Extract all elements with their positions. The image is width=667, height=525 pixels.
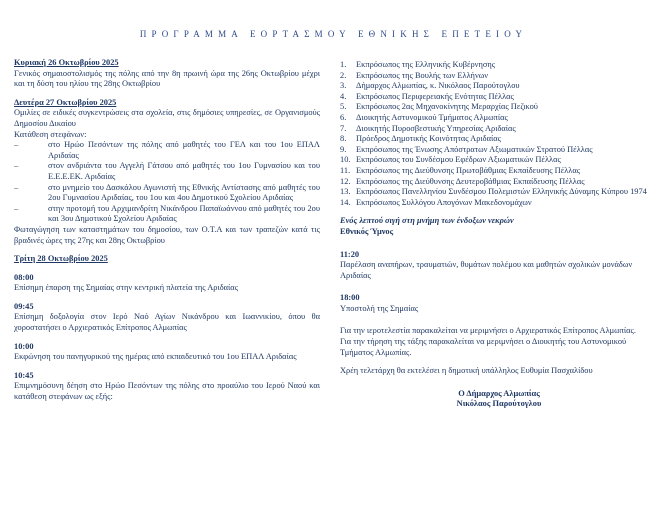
note-text: Για την τήρηση της τάξης παρακαλείται να μεριμνήσει ο Διοικητής του Αστυνομικού Τμήματος Αλμωπίας.	[340, 337, 627, 357]
tuesday-heading: Τρίτη 28 Οκτωβρίου 2025	[14, 254, 108, 264]
sunday-heading: Κυριακή 26 Οκτωβρίου 2025	[14, 58, 119, 67]
list-number: 14.	[340, 197, 351, 207]
list-number: 13.	[340, 187, 351, 197]
list-text: Εκπρόσωπος της Διεύθυνσης Δευτεροβάθμιας Εκπαίδευσης Πέλλας	[356, 176, 585, 186]
event-text: Επίσημη έπαρση της Σημαίας στην κεντρική πλατεία της Αριδαίας	[14, 283, 239, 293]
list-number: 10.	[340, 155, 351, 165]
wreath-item	[14, 161, 320, 182]
wreath-intro: Κατάθεση στεφάνων:	[14, 129, 87, 139]
list-text: Πρόεδρος Δημοτικής Κοινότητας Αριδαίας	[356, 134, 501, 144]
list-text: Εκπρόσωπος της Ένωσης Απόστρατων Αξιωματικών Στρατού Πέλλας	[356, 144, 593, 154]
list-number: 1.	[340, 60, 347, 69]
event-text: Επίσημη δοξολογία στον Ιερό Ναό Αγίων Νικάνδρου και Ιωαννικίου, όπου θα χοροστατήσει ο Αρχιερατικός Επίτροπος Αλμωπίας	[14, 312, 320, 333]
lighting-text: Φωταγώγηση των καταστημάτων του δημοσίου, των Ο.Τ.Α και των τραπεζών κατά τις βραδινές ώρες της 27ης και 28ης Οκτωβρίου	[14, 224, 320, 245]
list-number: 12.	[340, 176, 351, 186]
event-time: 11:20	[340, 249, 360, 259]
signature-name: Νικόλαος Παρούτογλου	[456, 399, 542, 409]
list-item	[340, 71, 658, 82]
list-text: Εκπρόσωπος Συλλόγου Απογόνων Μακεδονομάχων	[356, 197, 532, 207]
list-item	[340, 187, 658, 198]
list-number: 4.	[340, 91, 347, 101]
wreath-order-list	[340, 60, 658, 208]
document-title: ΠΡΟΓΡΑΜΜΑ ΕΟΡΤΑΣΜΟΥ ΕΘΝΙΚΗΣ ΕΠΕΤΕΙΟΥ	[139, 29, 528, 39]
anthem-text: Εθνικός Ύμνος	[340, 226, 394, 236]
list-text: Εκπρόσωπος της Ελληνικής Κυβέρνησης	[356, 60, 496, 69]
list-number: 8.	[340, 134, 347, 144]
list-item	[340, 166, 658, 177]
list-number: 11.	[340, 165, 351, 175]
event-time: 08:00	[14, 272, 34, 282]
list-item	[340, 124, 658, 135]
wreath-text: στον ανδριάντα του Αγγελή Γάτσου από μαθητές του 1ου Γυμνασίου και του Ε.Ε.Ε.ΕΚ. Αριδαίας	[48, 161, 320, 181]
list-number: 6.	[340, 112, 347, 122]
list-number: 2.	[340, 70, 347, 80]
list-item	[340, 134, 658, 145]
list-item	[340, 60, 658, 71]
event-text: Υποστολή της Σημαίας	[340, 303, 419, 313]
list-item	[340, 177, 658, 188]
list-text: Εκπρόσωπος Περιφερειακής Ενότητας Πέλλας	[356, 91, 514, 101]
list-item	[340, 102, 658, 113]
secretary-text: Χρέη τελετάρχη θα εκτελέσει η δημοτική υπάλληλος Ευθυμία Πασχαλίδου	[340, 366, 593, 376]
list-text: Διοικητής Αστυνομικού Τμήματος Αλμωπίας	[356, 112, 508, 122]
dash-bullet: –	[14, 203, 19, 213]
event-time: 10:00	[14, 341, 34, 351]
left-column	[14, 58, 320, 403]
list-number: 7.	[340, 123, 347, 133]
list-text: Εκπρόσωπος του Συνδέσμου Εφέδρων Αξιωματικών Πέλλας	[356, 155, 561, 165]
signature-role: Ο Δήμαρχος Αλμωπίας	[458, 388, 540, 398]
list-item	[340, 113, 658, 124]
list-item	[340, 155, 658, 166]
list-number: 3.	[340, 81, 347, 91]
monday-text: Ομιλίες σε ειδικές συγκεντρώσεις στα σχολεία, στις δημόσιες υπηρεσίες, σε Οργανισμούς Δημοσίου Δικαίου	[14, 108, 320, 128]
silence-text: Ενός λεπτού σιγή στη μνήμη των ένδοξων νεκρών	[340, 216, 514, 226]
event-time: 09:45	[14, 301, 34, 311]
list-text: Εκπρόσωπος της Διεύθυνσης Πρωτοβάθμιας Εκπαίδευσης Πέλλας	[356, 165, 581, 175]
event-text: Παρέλαση αναπήρων, τραυματιών, θυμάτων πολέμου και μαθητών σχολικών μονάδων Αριδαίας	[340, 260, 633, 280]
list-item	[340, 145, 658, 156]
wreath-text: στην προτομή του Αρχιμανδρίτη Νικάνδρου Παπαϊωάννου από μαθητές του 2ου και 3ου Δημοτικού Σχολείου Αριδαίας	[48, 203, 320, 224]
wreath-item	[14, 140, 320, 161]
list-text: Δήμαρχος Αλμωπίας, κ. Νικόλαος Παρούτογλου	[356, 81, 520, 91]
event-text: Επιμνημόσυνη δέηση στο Ηρώο Πεσόντων της πόλης στο προαύλιο του Ιερού Ναού και κατάθεση στεφάνων ως εξής:	[14, 381, 320, 402]
sunday-text: Γενικός σημαιοστολισμός της πόλης από την 8η πρωινή ώρα της 26ης Οκτωβρίου μέχρι και τη δύση του ηλίου της 28ης Οκτωβρίου	[14, 68, 320, 89]
event-text: Εκφώνηση του πανηγυρικού της ημέρας από εκπαιδευτικό του 1ου ΕΠΑΛ Αριδαίας	[14, 352, 297, 362]
list-number: 5.	[340, 102, 347, 112]
wreath-item	[14, 204, 320, 225]
list-text: Διοικητής Πυροσβεστικής Υπηρεσίας Αριδαίας	[356, 123, 516, 133]
list-number: 9.	[340, 144, 347, 154]
monday-heading: Δευτέρα 27 Οκτωβρίου 2025	[14, 97, 117, 107]
list-text: Εκπρόσωπος της Βουλής των Ελλήνων	[356, 70, 489, 80]
event-time: 10:45	[14, 370, 34, 380]
event-time: 18:00	[340, 293, 360, 303]
wreath-text: στο μνημείο του Δασκάλου Αγωνιστή της Εθνικής Αντίστασης από μαθητές του 2ου Γυμνασίου Αριδαίας, του 1ου και 4ου Δημοτικού Σχολείου Αριδαίας	[48, 182, 320, 203]
list-item	[340, 81, 658, 92]
right-column	[340, 60, 658, 410]
list-text: Εκπρόσωπος 2ας Μηχανοκίνητης Μεραρχίας Πεζικού	[356, 102, 538, 112]
list-item	[340, 198, 658, 209]
list-item	[340, 92, 658, 103]
dash-bullet: –	[14, 182, 19, 192]
list-text: Εκπρόσωπος Πανελληνίου Συνδέσμου Πολεμιστών Ελληνικής Δύναμης Κύπρου 1974	[356, 187, 647, 197]
note-text: Για την ιεροτελεστία παρακαλείται να μεριμνήσει ο Αρχιερατικός Επίτροπος Αλμωπίας.	[340, 326, 636, 336]
wreath-text: στο Ηρώο Πεσόντων της πόλης από μαθητές του ΓΕΛ και του 1ου ΕΠΑΛ Αριδαίας	[48, 140, 320, 160]
dash-bullet: –	[14, 140, 19, 150]
dash-bullet: –	[14, 161, 19, 171]
wreath-item	[14, 183, 320, 204]
